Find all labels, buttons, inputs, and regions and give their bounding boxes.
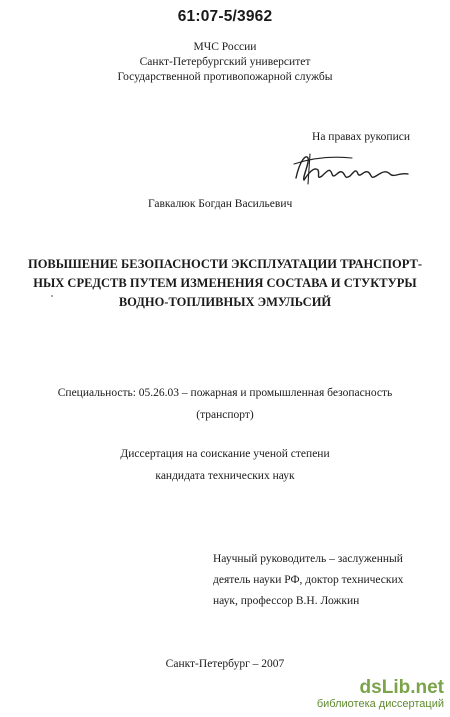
supervisor-block	[213, 549, 433, 612]
title-line-2: НЫХ СРЕДСТВ ПУТЕМ ИЗМЕНЕНИЯ СОСТАВА И СТУКТУРЫ	[33, 276, 417, 290]
dslib-watermark[interactable]	[317, 678, 444, 711]
degree-line-1: Диссертация на соискание ученой степени	[120, 448, 330, 460]
degree-line-2: кандидата технических наук	[155, 470, 295, 482]
handwritten-signature	[292, 148, 417, 190]
dissertation-title	[20, 255, 430, 312]
institution-university: Санкт-Петербургский университет	[139, 56, 311, 68]
institution-ministry: МЧС России	[193, 41, 257, 53]
supervisor-line-3: наук, профессор В.Н. Ложкин	[213, 595, 360, 607]
supervisor-line-1: Научный руководитель – заслуженный	[213, 553, 403, 565]
archive-stamp-number: 61:07-5/3962	[177, 8, 273, 25]
city-year: Санкт-Петербург – 2007	[165, 658, 285, 670]
specialty-line: Специальность: 05.26.03 – пожарная и промышленная безопасность	[57, 387, 393, 399]
title-line-3: ВОДНО-ТОПЛИВНЫХ ЭМУЛЬСИЙ	[118, 295, 332, 309]
specialty-subfield: (транспорт)	[196, 409, 254, 421]
dslib-subtitle: библиотека диссертаций	[316, 698, 444, 710]
supervisor-line-2: деятель науки РФ, доктор технических	[213, 574, 404, 586]
dslib-logo: dsLib.net	[359, 677, 444, 698]
title-line-1: ПОВЫШЕНИЕ БЕЗОПАСНОСТИ ЭКСПЛУАТАЦИИ ТРАНСПОРТ-	[27, 257, 422, 271]
institution-service: Государственной противопожарной службы	[117, 71, 333, 83]
specialty-block	[20, 382, 430, 426]
author-name: Гавкалюк Богдан Васильевич	[148, 198, 293, 210]
dissertation-degree-block	[20, 443, 430, 487]
manuscript-rights-note: На правах рукописи	[312, 131, 410, 143]
